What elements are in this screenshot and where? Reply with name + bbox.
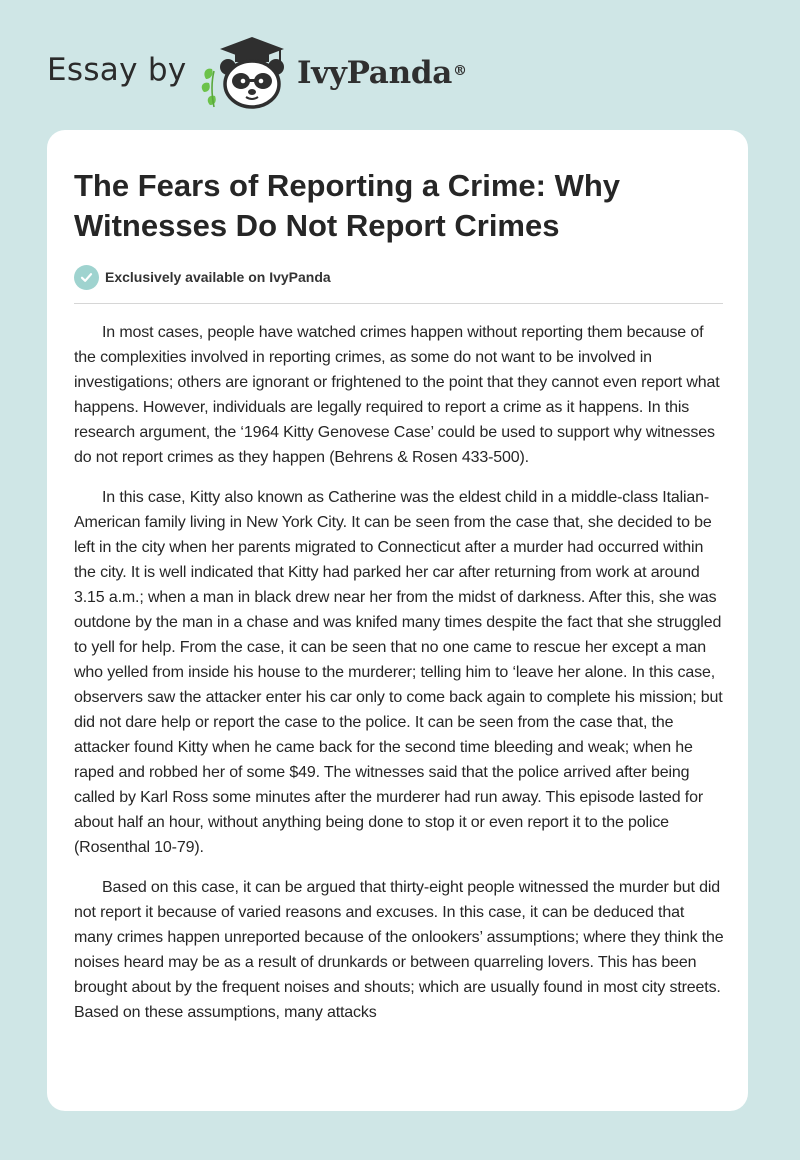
checkmark-glyph: [80, 271, 93, 284]
paragraph: Based on this case, it can be argued that thirty-eight people witnessed the murder but did not report it because of varied reasons and excuses. In this case, it can be deduced that many crimes happen unreported because of the onlookers’ assumptions; where they think the noises heard may be as a result of drunkards or between quarreling lovers. This has been brought about by the frequent noises and shouts; which are usually found in most city streets. Based on these assumptions, many attacks: [74, 879, 724, 1021]
exclusive-badge: [74, 264, 331, 290]
essay-by-label: Essay by: [47, 52, 187, 88]
page-title: The Fears of Reporting a Crime: Why Witnesses Do Not Report Crimes: [74, 168, 621, 243]
check-icon: [74, 265, 99, 290]
paragraph: In most cases, people have watched crimes happen without reporting them because of the complexities involved in reporting crimes, as some do not want to be involved in investigations; others are ignorant or frightened to the point that they cannot even report what happens. However, individuals are legally required to report a crime as it happens. In this research argument, the ‘1964 Kitty Genovese Case’ could be used to support why witnesses do not report crimes as they happen (Behrens & Rosen 433-500).: [74, 324, 720, 466]
paragraph: In this case, Kitty also known as Catherine was the eldest child in a middle-class Italian-American family living in New York City. It can be seen from the case that, she decided to be left in the city when her parents migrated to Connecticut after a murder had occurred within the city. It is well indicated that Kitty had parked her car after returning from work at around 3.15 a.m.; when a man in black drew near her from the midst of darkness. After this, she was outdone by the man in a chase and was knifed many times despite the fact that she struggled to yell for help. From the case, it can be seen that no one came to rescue her except a man who yelled from inside his house to the murderer; telling him to ‘leave her alone. In this case, observers saw the attacker enter his car only to come back again to complete his mission; but did not dare help or report the case to the police. It can be seen from the case that, the attacker found Kitty when he came back for the second time bleeding and weak; when he raped and robbed her of some $49. The witnesses said that the police arrived after being called by Karl Ross some minutes after the murderer had run away. This episode lasted for about half an hour, without anything being done to stop it or even report it to the police (Rosenthal 10-79).: [74, 489, 723, 856]
site-header: [0, 0, 800, 120]
exclusive-badge-label: Exclusively available on IvyPanda: [105, 269, 331, 285]
brand-label: IvyPanda: [297, 55, 452, 91]
article-card: [47, 130, 748, 1111]
article-body: [74, 320, 726, 1040]
panda-graduate-logo-icon[interactable]: [200, 35, 300, 110]
divider: [74, 303, 723, 304]
trademark-symbol: ®: [453, 63, 467, 79]
brand-name[interactable]: [297, 53, 467, 93]
